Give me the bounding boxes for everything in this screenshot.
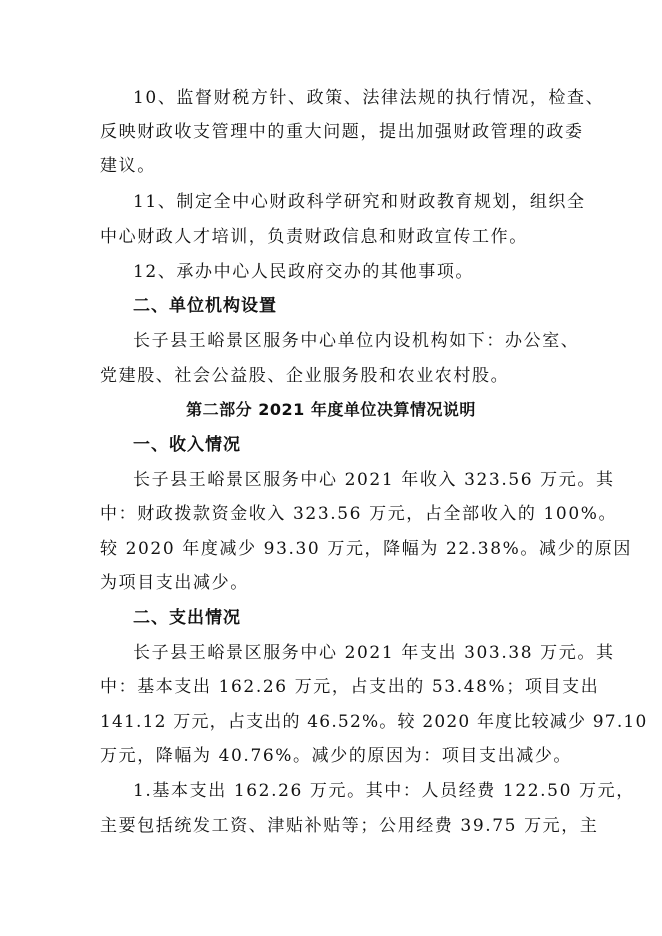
- part-two-title: 第二部分 2021 年度单位决算情况说明: [186, 400, 476, 419]
- expense-line-3: 141.12 万元，占支出的 46.52%。较 2020 年度比较减少 97.10: [100, 712, 648, 732]
- org-section-heading: 二、单位机构设置: [133, 296, 277, 316]
- expense-heading: 二、支出情况: [133, 608, 241, 628]
- income-line-2: 中：财政拨款资金收入 323.56 万元，占全部收入的 100%。: [100, 504, 618, 524]
- income-line-3: 较 2020 年度减少 93.30 万元，降幅为 22.38%。减少的原因: [100, 539, 632, 559]
- expense-line-4: 万元，降幅为 40.76%。减少的原因为：项目支出减少。: [100, 746, 573, 766]
- item-10-line-2: 反映财政收支管理中的重大问题，提出加强财政管理的政委: [100, 122, 584, 142]
- item-12-line-1: 12、承办中心人民政府交办的其他事项。: [133, 262, 475, 282]
- income-heading: 一、收入情况: [133, 435, 241, 455]
- expense-line-1: 长子县王峪景区服务中心 2021 年支出 303.38 万元。其: [133, 643, 615, 663]
- income-line-1: 长子县王峪景区服务中心 2021 年收入 323.56 万元。其: [133, 470, 615, 490]
- item-11-line-1: 11、制定全中心财政科学研究和财政教育规划，组织全: [133, 192, 586, 212]
- item-10-line-3: 建议。: [100, 156, 156, 176]
- item-10-line-1: 10、监督财税方针、政策、法律法规的执行情况，检查、: [133, 88, 605, 108]
- income-line-4: 为项目支出减少。: [100, 573, 249, 593]
- basic-expense-line-2: 主要包括统发工资、津贴补贴等；公用经费 39.75 万元，主: [100, 816, 599, 836]
- basic-expense-line-1: 1.基本支出 162.26 万元。其中：人员经费 122.50 万元，: [133, 781, 635, 801]
- item-11-line-2: 中心财政人才培训，负责财政信息和财政宣传工作。: [100, 227, 528, 247]
- org-section-line-1: 长子县王峪景区服务中心单位内设机构如下：办公室、: [133, 331, 580, 351]
- org-section-line-2: 党建股、社会公益股、企业服务股和农业农村股。: [100, 366, 510, 386]
- expense-line-2: 中：基本支出 162.26 万元，占支出的 53.48%；项目支出: [100, 677, 600, 697]
